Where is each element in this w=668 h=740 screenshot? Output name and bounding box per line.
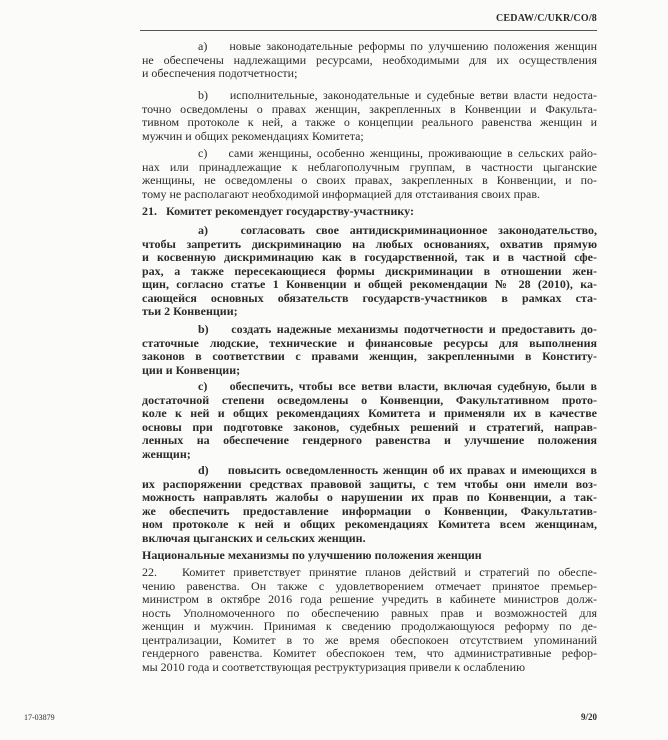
paragraph-p21c (142, 380, 597, 461)
text-line: b) исполнительные, законодательные и судебные ветви власти недоста- (198, 88, 597, 102)
text-line: мы 2010 года и соответствующая реструктуризация привели к ослаблению (142, 659, 526, 674)
text-line: сающейся основных обязательств государств-участников в рамках ста- (142, 290, 597, 305)
text-line: и обеспечения подотчетности; (142, 66, 298, 80)
text-line: же обеспечить предоставление информации о Конвенции, Факультатив- (142, 503, 597, 518)
text-line: коле к ней и общих рекомендациях Комитета и применяли их в качестве (142, 406, 597, 420)
text-line: женщин и мужчин. Принимая к сведению продолжающуюся реформу по де- (142, 619, 597, 633)
text-line: статочные людские, технические и финансовые ресурсы для выполнения (142, 335, 597, 350)
paragraph-p21b (142, 323, 597, 377)
text-line: можность направлять жалобы о нарушении их прав по Конвенции, а так- (142, 490, 597, 504)
page-number: 9/20 (580, 712, 597, 722)
text-line: тивном протоколе к ней, а также о концепции реального равенства женщин и (142, 115, 597, 129)
text-line: основы при подготовке законов, судебных решений и стратегий, направ- (142, 419, 597, 434)
text-line: щин, согласно статье 1 Конвенции и общей рекомендации № 28 (2010), ка- (142, 277, 597, 291)
text-line: c) обеспечить, чтобы все ветви власти, включая судебную, были в (198, 379, 597, 393)
text-line: женщин; (142, 446, 191, 461)
text-line: включая цыганских и сельских женщин. (142, 530, 366, 545)
text-line: 21. Комитет рекомендует государству-участнику: (142, 204, 414, 218)
paragraph-p22 (142, 566, 597, 674)
text-line: достаточной степени осведомлены о Конвенции, Факультативном прото- (142, 392, 597, 407)
paragraph-p21 (142, 205, 597, 219)
text-line: законов в соответствии с правами женщин, закрепленными в Конститу- (142, 349, 597, 363)
paragraph-p21d (142, 464, 597, 545)
paragraph-p20c (142, 147, 597, 201)
text-line: a) новые законодательные реформы по улучшению положения женщин (198, 39, 597, 53)
text-line: ном протоколе к ней и общих рекомендациях Комитета всем женщинам, (142, 517, 597, 531)
job-number: 17-03879 (24, 713, 55, 722)
paragraph-p20b (142, 89, 597, 143)
text-line: ность Уполномоченного по обеспечению равных прав и возможностей для (142, 605, 597, 620)
text-line: чению равенства. Он также с удовлетворением отмечает принятое премьер- (142, 578, 597, 593)
paragraph-p20a (142, 40, 597, 81)
text-line: нах или принадлежащие к неблагополучным группам, в частности цыганские (142, 159, 597, 174)
text-line: 22. Комитет приветствует принятие планов действий и стратегий по обеспе- (142, 565, 597, 579)
text-line: b) создать надежные механизмы подотчетности и предоставить до- (198, 322, 597, 336)
text-line: и косвенную дискриминацию как в государственной, так и в частной сфе- (142, 250, 597, 264)
text-line: тому не располагают необходимой информацией для отстаивания своих прав. (142, 186, 540, 201)
text-line: рах, а также пересекающиеся формы дискриминации в отношении жен- (142, 263, 597, 278)
text-line: тьи 2 Конвенции; (142, 304, 238, 318)
text-line: гендерного равенства. Комитет обеспокоен тем, что административные рефор- (142, 646, 597, 660)
text-line: не обеспечены надлежащими ресурсами, необходимыми для их осуществления (142, 52, 597, 67)
text-line: a) согласовать свое антидискриминационное законодательство, (198, 223, 597, 237)
text-line: мужчин и общих рекомендациях Комитета; (142, 128, 364, 143)
text-line: d) повысить осведомленность женщин об их правах и имеющихся в (198, 463, 597, 477)
text-line: их распоряжении средствах правовой защиты, с тем чтобы они имели воз- (142, 476, 597, 491)
section-heading: Национальные механизмы по улучшению положения женщин (142, 548, 482, 562)
document-symbol: CEDAW/C/UKR/CO/8 (496, 13, 597, 24)
text-line: централизации, Комитет в то же время обеспокоен отсутствием упоминаний (142, 632, 597, 647)
text-line: чтобы запретить дискриминацию на любых основаниях, охватив прямую (142, 236, 597, 251)
text-line: ции и Конвенции; (142, 362, 241, 377)
text-line: министром в октябре 2016 года решение учредить в кабинете министров долж- (142, 592, 597, 606)
text-line: c) сами женщины, особенно женщины, проживающие в сельских райо- (198, 146, 597, 160)
text-line: точно осведомлены о правах женщин, закрепленных в Конвенции и Факульта- (142, 101, 597, 116)
paragraph-p21a (142, 224, 597, 319)
header-rule (140, 30, 597, 31)
text-line: женщины, не осведомлены о своих правах, закрепленных в Конвенции, и по- (142, 173, 597, 187)
text-line: ленных на обеспечение гендерного равенства и улучшение положения (142, 433, 597, 447)
